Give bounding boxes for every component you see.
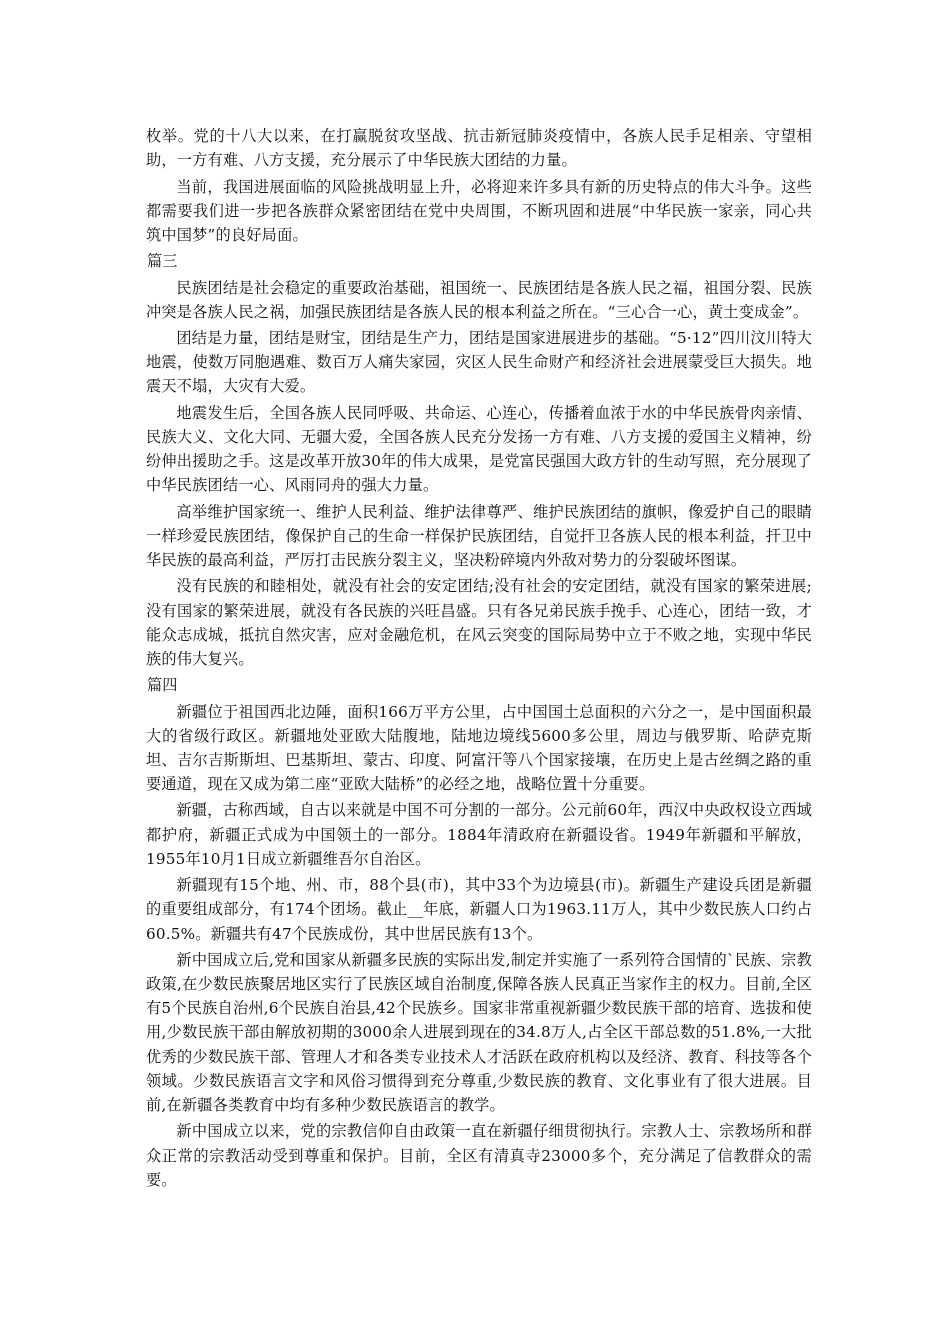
- section-heading: 篇三: [147, 252, 178, 271]
- section-heading: 篇四: [147, 676, 178, 695]
- paragraph: 团结是力量，团结是财宝，团结是生产力，团结是国家进展进步的基础。“5·12”四川汶川特大地震，使数万同胞遇难、数百万人痛失家园，灾区人民生命财产和经济社会进展蒙受巨大损失。地震天不塌，大灾有大爱。: [146, 329, 812, 396]
- paragraph: 没有民族的和睦相处，就没有社会的安定团结;没有社会的安定团结，就没有国家的繁荣进展;没有国家的繁荣进展，就没有各民族的兴旺昌盛。只有各兄弟民族手挽手、心连心，团结一致，才能众志成城，抵抗自然灾害，应对金融危机，在风云突变的国际局势中立于不败之地，实现中华民族的伟大复兴。: [146, 577, 812, 668]
- paragraph: 地震发生后，全国各族人民同呼吸、共命运、心连心，传播着血浓于水的中华民族骨肉亲情、民族大义、文化大同、无疆大爱，全国各族人民充分发扬一方有难、八方支援的爱国主义精神，纷纷伸出援助之手。这是改革开放30年的伟大成果，是党富民强国大政方针的生动写照，充分展现了中华民族团结一心、风雨同舟的强大力量。: [146, 403, 813, 495]
- paragraph: 枚举。党的十八大以来，在打赢脱贫攻坚战、抗击新冠肺炎疫情中，各族人民手足相亲、守望相助，一方有难、八方支援，充分展示了中华民族大团结的力量。: [146, 127, 812, 170]
- paragraph: 新疆位于祖国西北边陲，面积166万平方公里，占中国国土总面积的六分之一，是中国面积最大的省级行政区。新疆地处亚欧大陆腹地，陆地边境线5600多公里，周边与俄罗斯、哈萨克斯坦、吉尔吉斯斯坦、巴基斯坦、蒙古、印度、阿富汗等八个国家接壤，在历史上是古丝绸之路的重要通道，现在又成为第二座“亚欧大陆桥”的必经之地，战略位置十分重要。: [146, 702, 812, 794]
- paragraph: 新疆现有15个地、州、市，88个县(市)，其中33个为边境县(市)。新疆生产建设兵团是新疆的重要组成部分，有174个团场。截止__年底，新疆人口为1963.11万人，其中少数民族人口约占60.5%。新疆共有47个民族成份，其中世居民族有13个。: [146, 876, 812, 943]
- paragraph: 高举维护国家统一、维护人民利益、维护法律尊严、维护民族团结的旗帜，像爱护自己的眼睛一样珍爱民族团结，像保护自己的生命一样保护民族团结，自觉扞卫各族人民的根本利益，扞卫中华民族的最高利益，严厉打击民族分裂主义，坚决粉碎境内外敌对势力的分裂破坏图谋。: [146, 502, 812, 570]
- paragraph: 民族团结是社会稳定的重要政治基础，祖国统一、民族团结是各族人民之福，祖国分裂、民族冲突是各族人民之祸，加强民族团结是各族人民的根本利益之所在。“三心合一心，黄土变成金”。: [146, 278, 812, 321]
- paragraph: 新疆，古称西域，自古以来就是中国不可分割的一部分。公元前60年，西汉中央政权设立西域都护府，新疆正式成为中国领土的一部分。1884年清政府在新疆设省。1949年新疆和平解放，1955年10月1日成立新疆维吾尔自治区。: [146, 801, 812, 868]
- document-page: [146, 124, 812, 1194]
- paragraph: 新中国成立后,党和国家从新疆多民族的实际出发,制定并实施了一系列符合国情的`民族、宗教政策,在少数民族聚居地区实行了民族区域自治制度,保障各族人民真正当家作主的权力。目前,全区有5个民族自治州,6个民族自治县,42个民族乡。国家非常重视新疆少数民族干部的培育、选拔和使用,少数民族干部由解放初期的3000余人进展到现在的34.8万人,占全区干部总数的51.8%,一大批优秀的少数民族干部、管理人才和各类专业技术人才活跃在政府机构以及经济、教育、科技等各个领域。少数民族语言文字和风俗习惯得到充分尊重,少数民族的教育、文化事业有了很大进展。目前,在新疆各类教育中均有多种少数民族语言的教学。: [146, 950, 812, 1115]
- paragraph: 新中国成立以来，党的宗教信仰自由政策一直在新疆仔细贯彻执行。宗教人士、宗教场所和群众正常的宗教活动受到尊重和保护。目前，全区有清真寺23000多个，充分满足了信教群众的需要。: [146, 1122, 812, 1189]
- paragraph: 当前，我国进展面临的风险挑战明显上升，必将迎来许多具有新的历史特点的伟大斗争。这些都需要我们进一步把各族群众紧密团结在党中央周围，不断巩固和进展“中华民族一家亲，同心共筑中国梦”的良好局面。: [146, 177, 812, 244]
